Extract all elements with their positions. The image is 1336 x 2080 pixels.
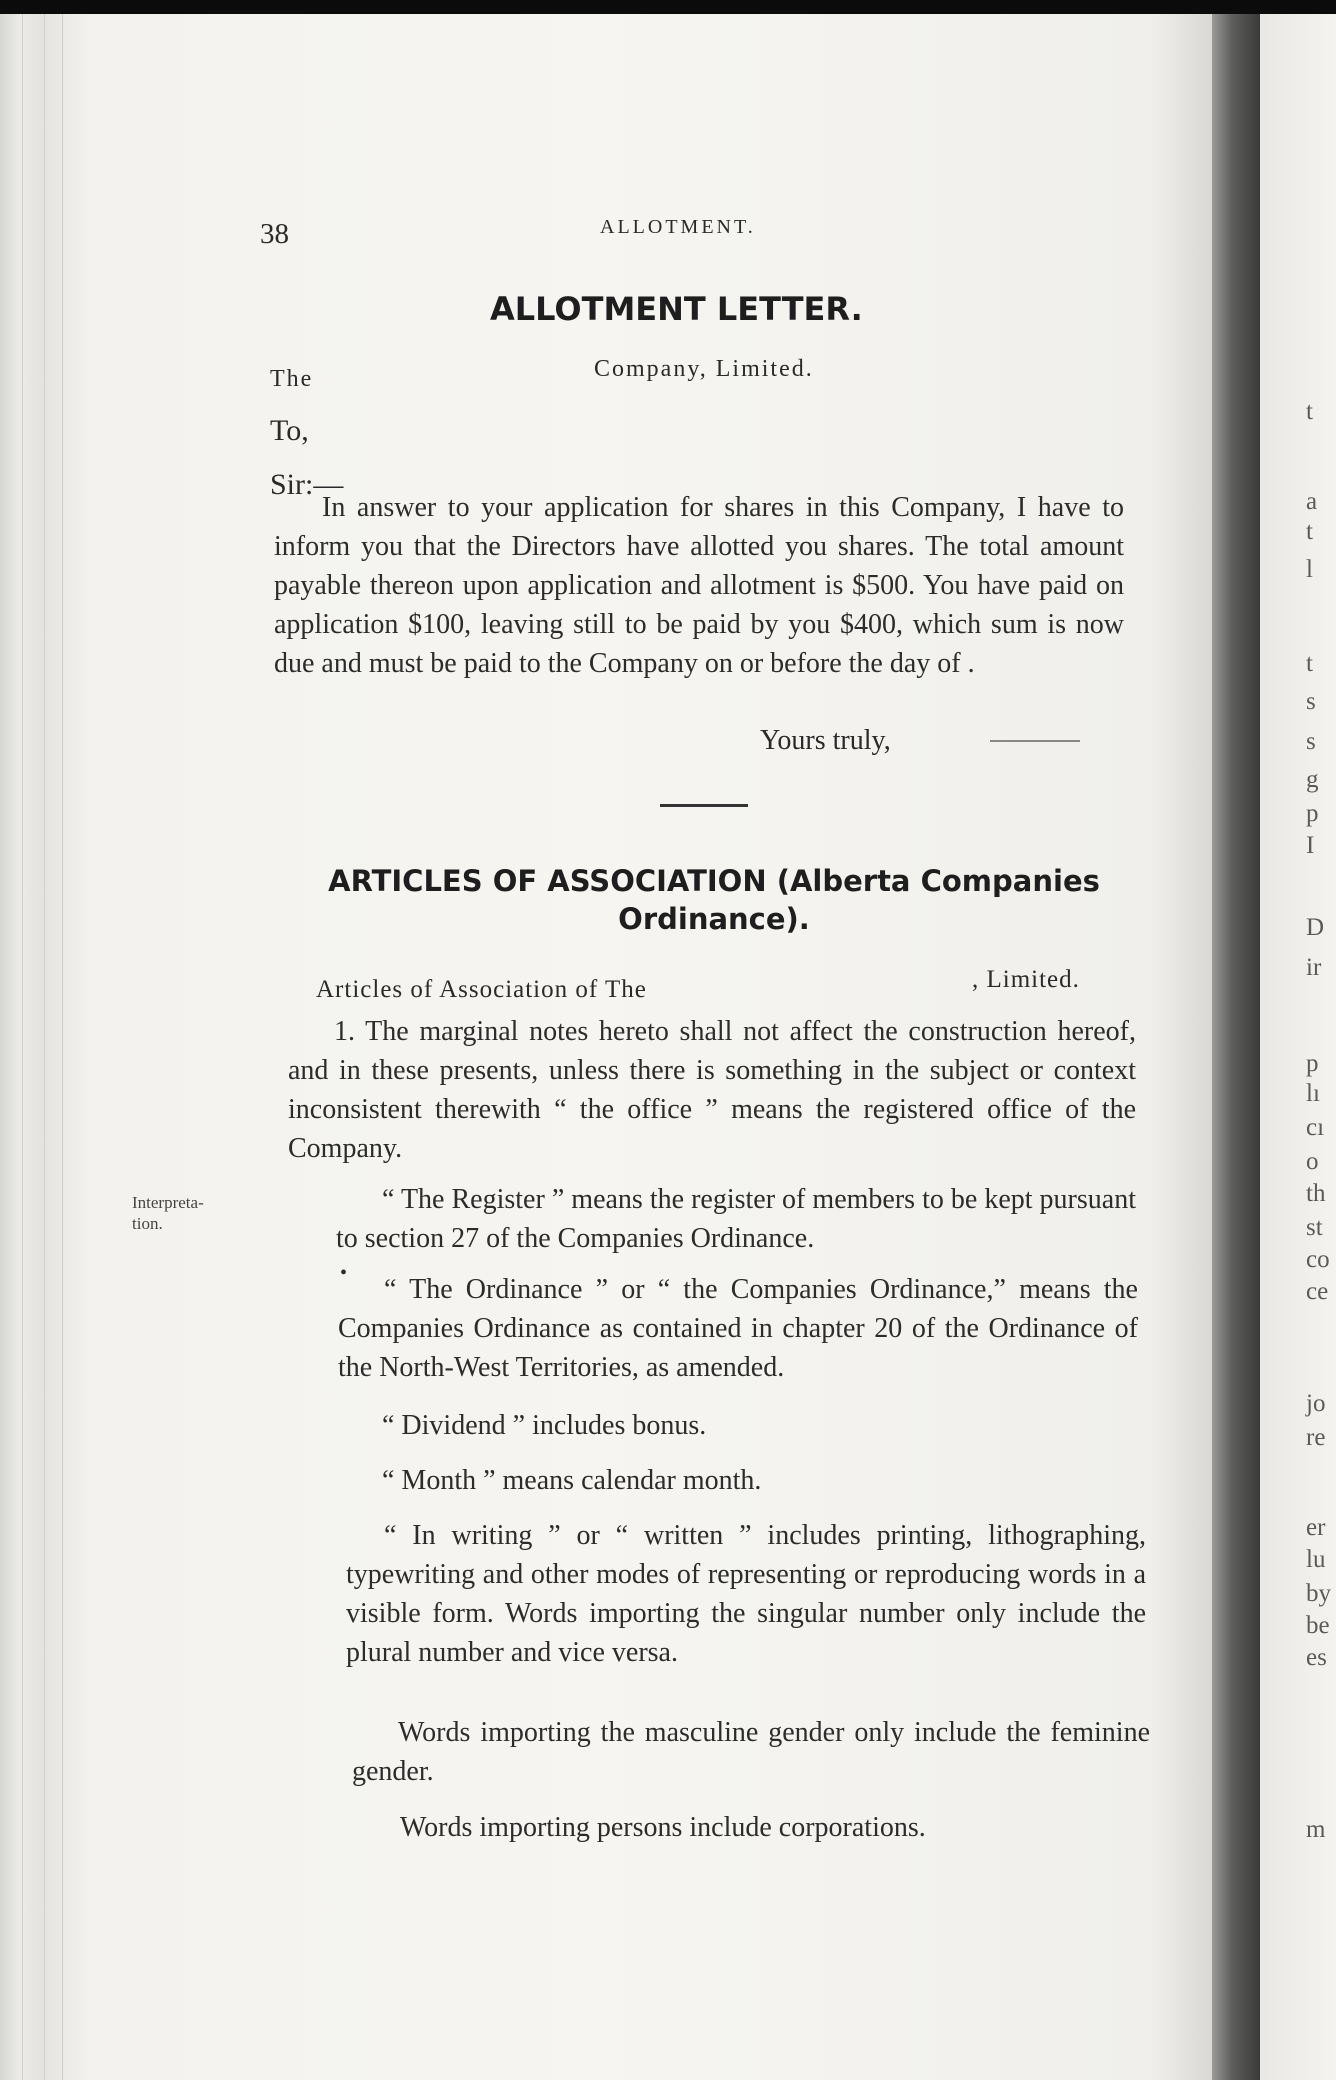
next-page-fragment: lu [1306,1546,1326,1573]
next-page-fragment: ce [1306,1278,1329,1305]
next-page-fragment: by [1306,1580,1331,1607]
next-page-fragment: o [1306,1148,1319,1175]
article-paragraph: “ Dividend ” includes bonus. [382,1410,707,1441]
allotment-body: In answer to your application for shares in this Company, I have to inform you that the Directors have allotted you shares. The total amount payable thereon upon application and allotment is $500. You have paid on application $100, leaving still to be paid by you $400, which sum is now due and must be paid to the Company on or before the day of . [274,492,1124,679]
next-page-fragment: p [1306,1050,1319,1077]
next-page-edge [1260,14,1336,2080]
article-paragraph: Words importing the masculine gender only include the feminine gender. [352,1717,1150,1787]
salutation-sir: Sir:— [270,468,344,501]
letterhead-company: Company, Limited. [594,356,814,382]
book-gutter [1212,14,1260,2080]
next-page-fragment: cı [1306,1114,1325,1141]
next-page-fragment: st [1306,1214,1323,1241]
next-page-fragment: p [1306,800,1319,827]
next-page-fragment: s [1306,688,1316,715]
scan-top-edge [0,0,1336,14]
article-paragraph: “ Month ” means calendar month. [382,1465,762,1496]
next-page-fragment: be [1306,1612,1330,1639]
page-number: 38 [260,218,289,250]
section-divider [660,804,748,807]
next-page-fragment: t [1306,650,1313,677]
next-page-fragment: co [1306,1246,1330,1273]
article-paragraph: “ The Register ” means the register of members to be kept pursuant to section 27 of the Companies Ordinance. [336,1184,1136,1254]
next-page-fragment: I [1306,832,1315,859]
next-page-fragment: m [1306,1816,1326,1843]
next-page-fragment: D [1306,914,1325,941]
next-page-fragment: lı [1306,1080,1320,1107]
next-page-fragment: er [1306,1514,1326,1541]
margin-note: Interpreta- tion. [132,1193,204,1233]
signature-line [990,740,1080,742]
article-paragraph: 1. The marginal notes hereto shall not affect the construction hereof, and in these presents, unless there is something in the subject or context inconsistent therewith “ the office ” means the registered office of the Company. [288,1016,1136,1164]
page-edge-line [62,14,63,2080]
running-head: ALLOTMENT. [600,216,756,238]
articles-title: ARTICLES OF ASSOCIATION (Alberta Companies Ordinance). [328,864,1100,936]
letterhead-the: The [270,366,314,392]
next-page-fragment: re [1306,1424,1326,1451]
next-page-fragment: jo [1306,1390,1326,1417]
articles-subtitle-left: Articles of Association of The [316,976,647,1003]
article-paragraph: “ The Ordinance ” or “ the Companies Ordinance,” means the Companies Ordinance as contained in chapter 20 of the Ordinance of the North-West Territories, as amended. [338,1274,1138,1383]
page-edge-line [44,14,45,2080]
salutation-to: To, [270,414,309,447]
next-page-fragment: t [1306,398,1313,425]
article-paragraph: Words importing persons include corporations. [400,1812,926,1843]
next-page-fragment: t [1306,518,1313,545]
page-edge-line [22,14,23,2080]
bullet-mark: • [340,1262,348,1284]
allotment-letter-title: ALLOTMENT LETTER. [490,290,863,328]
articles-subtitle-right: , Limited. [972,966,1080,993]
next-page-fragment: ir [1306,954,1322,981]
next-page-fragment: a [1306,488,1318,515]
closing: Yours truly, [760,725,891,756]
next-page-fragment: l [1306,556,1313,583]
next-page-fragment: th [1306,1180,1326,1207]
next-page-fragment: es [1306,1644,1327,1671]
next-page-fragment: s [1306,728,1316,755]
article-paragraph: “ In writing ” or “ written ” includes printing, lithographing, typewriting and other modes of representing or reproducing words in a visible form. Words importing the singular number only include the plural number and vice versa. [346,1520,1146,1668]
next-page-fragment: g [1306,766,1319,793]
